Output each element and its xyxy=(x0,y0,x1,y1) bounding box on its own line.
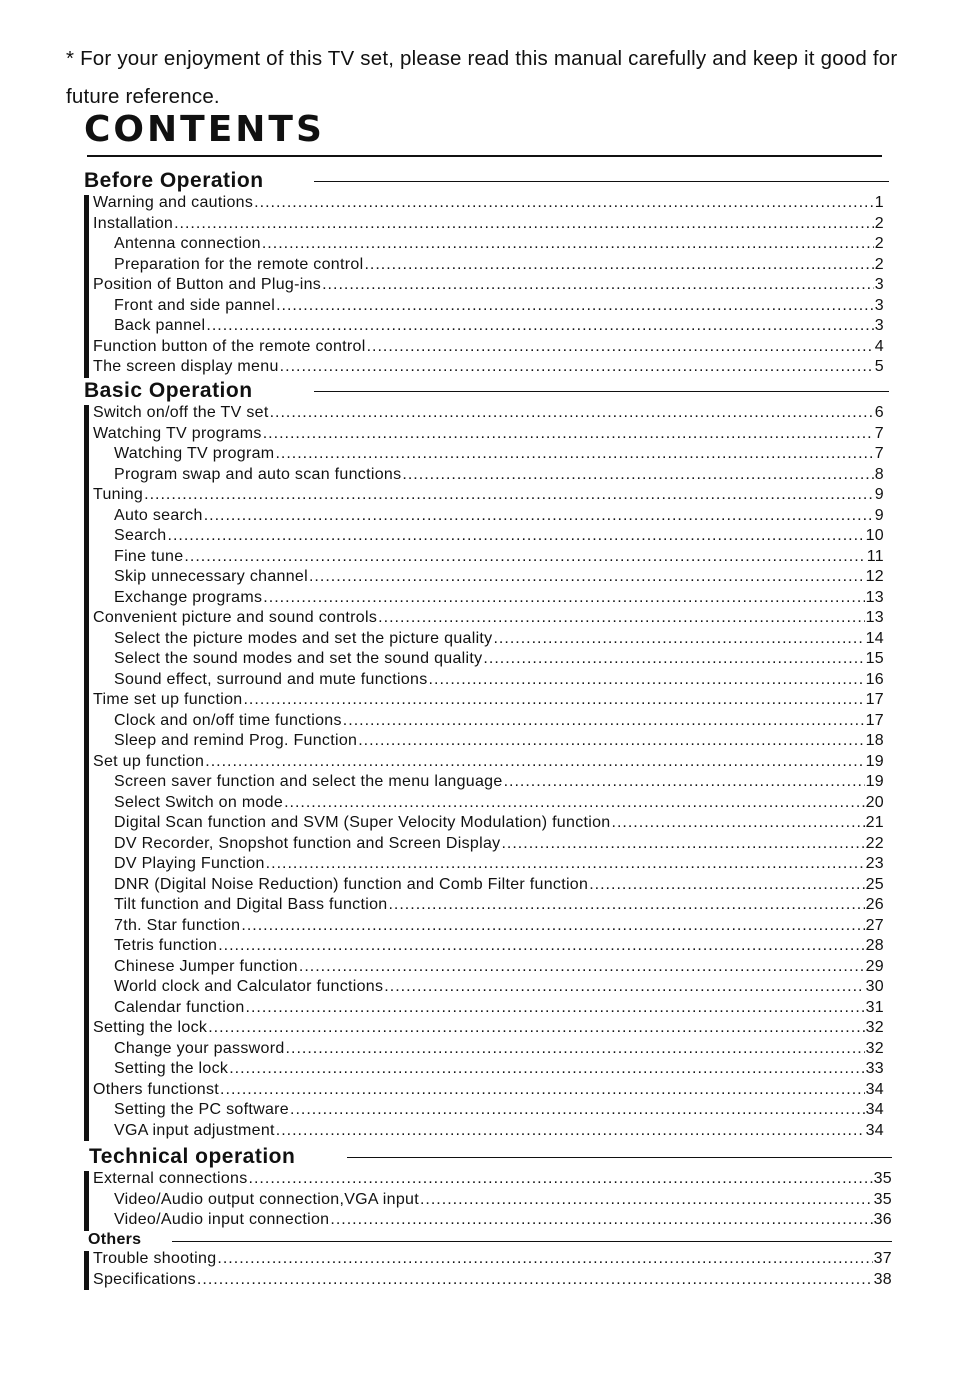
entry-label: Tilt function and Digital Bass function xyxy=(114,896,388,913)
entry-label: Change your password xyxy=(114,1039,285,1057)
entry-page-number: 30 xyxy=(865,978,884,995)
entry-page-number: 28 xyxy=(865,937,884,954)
dot-leader xyxy=(263,425,874,443)
entry-label: Select Switch on mode xyxy=(114,793,284,811)
dot-leader xyxy=(217,1250,872,1268)
entry-page-number: 11 xyxy=(866,547,884,565)
entry-page-number: 33 xyxy=(865,1060,884,1077)
entry-label: Tuning xyxy=(93,486,144,503)
entry-page-number: 31 xyxy=(865,998,884,1016)
toc-entry[interactable] xyxy=(84,855,884,876)
entry-page-number: 14 xyxy=(865,629,884,647)
entry-page-number: 17 xyxy=(865,711,884,729)
entry-page-number: 10 xyxy=(865,527,884,544)
dot-leader xyxy=(262,235,874,253)
entry-page-number: 15 xyxy=(865,650,884,667)
entry-label: Function button of the remote control xyxy=(93,337,366,355)
entry-page-number: 4 xyxy=(874,337,884,355)
toc-entry[interactable] xyxy=(84,1040,884,1061)
dot-leader xyxy=(220,1081,865,1099)
entry-label: Front and side pannel xyxy=(114,296,276,314)
toc-entry[interactable] xyxy=(84,1170,892,1191)
toc-entry[interactable] xyxy=(84,527,884,548)
toc-entry[interactable] xyxy=(84,425,884,446)
section-title: Basic Operation xyxy=(84,379,253,402)
dot-leader xyxy=(284,794,865,812)
entry-page-number: 32 xyxy=(865,1019,884,1036)
toc-entry[interactable] xyxy=(84,215,884,236)
dot-leader xyxy=(249,1170,873,1188)
intro-note: * For your enjoyment of this TV set, please read this manual carefully and keep it good for future reference. xyxy=(66,47,898,108)
entry-page-number: 22 xyxy=(865,834,884,852)
toc-entry[interactable] xyxy=(84,630,884,651)
entry-page-number: 8 xyxy=(874,465,884,483)
dot-leader xyxy=(299,958,865,976)
entry-page-number: 25 xyxy=(865,875,884,893)
entry-label: Video/Audio output connection,VGA input xyxy=(114,1190,419,1208)
dot-leader xyxy=(402,466,873,484)
entry-label: DNR (Digital Noise Reduction) function and Comb Filter function xyxy=(114,875,589,893)
entry-label: Watching TV programs xyxy=(93,424,262,442)
entry-page-number: 9 xyxy=(874,506,884,524)
dot-leader xyxy=(286,1040,865,1058)
entry-list xyxy=(84,1250,892,1291)
entry-label: Sleep and remind Prog. Function xyxy=(114,732,358,749)
dot-leader xyxy=(144,486,874,504)
toc-entry[interactable] xyxy=(84,276,884,297)
toc-entry[interactable] xyxy=(84,317,884,338)
toc-entry[interactable] xyxy=(84,671,884,692)
dot-leader xyxy=(501,835,864,853)
entry-label: Select the sound modes and set the sound quality xyxy=(114,650,483,667)
toc-entry[interactable] xyxy=(84,589,884,610)
dot-leader xyxy=(246,999,865,1017)
entry-page-number: 21 xyxy=(865,814,884,831)
entry-label: Watching TV program xyxy=(114,445,275,462)
dot-leader xyxy=(218,937,864,955)
entry-page-number: 19 xyxy=(865,752,884,770)
toc-entry[interactable] xyxy=(84,753,884,774)
entry-label: Antenna connection xyxy=(114,235,261,252)
entry-label: Back pannel xyxy=(114,317,206,334)
dot-leader xyxy=(205,753,864,771)
section-heading xyxy=(84,1230,892,1250)
entry-label: Clock and on/off time functions xyxy=(114,711,342,729)
entry-page-number: 34 xyxy=(865,1101,884,1118)
section-title: Technical operation xyxy=(89,1145,296,1168)
dot-leader xyxy=(229,1060,864,1078)
toc-entry[interactable] xyxy=(84,235,884,256)
section-heading xyxy=(84,168,884,194)
entry-page-number: 6 xyxy=(874,404,884,421)
entry-list xyxy=(84,194,884,379)
toc-entry[interactable] xyxy=(84,297,884,318)
toc-entry[interactable] xyxy=(84,507,884,528)
toc-entry[interactable] xyxy=(84,814,884,835)
toc-entry[interactable] xyxy=(84,1122,884,1143)
dot-leader xyxy=(275,445,873,463)
toc-entry[interactable] xyxy=(84,256,884,277)
entry-page-number: 13 xyxy=(865,588,884,606)
dot-leader xyxy=(243,691,864,709)
entry-label: Select the picture modes and set the picture quality xyxy=(114,629,493,647)
dot-leader xyxy=(429,671,865,689)
entry-list xyxy=(84,404,884,1142)
entry-page-number: 20 xyxy=(865,793,884,811)
entry-page-number: 2 xyxy=(874,214,884,232)
toc-entry[interactable] xyxy=(84,338,884,359)
entry-label: Preparation for the remote control xyxy=(114,255,364,273)
dot-leader xyxy=(388,896,864,914)
entry-label: Setting the lock xyxy=(93,1019,208,1036)
toc-entry[interactable] xyxy=(84,568,884,589)
toc-entry[interactable] xyxy=(84,876,884,897)
entry-page-number: 23 xyxy=(865,855,884,872)
entry-page-number: 12 xyxy=(865,568,884,585)
toc-entry[interactable] xyxy=(84,548,884,569)
entry-label: World clock and Calculator functions xyxy=(114,978,384,995)
entry-page-number: 1 xyxy=(874,194,884,211)
entry-label: Video/Audio input connection xyxy=(114,1211,330,1228)
section-title: Others xyxy=(88,1231,142,1248)
entry-label: VGA input adjustment xyxy=(114,1121,275,1139)
dot-leader xyxy=(358,732,864,750)
section-heading xyxy=(84,1144,892,1170)
toc-entry[interactable] xyxy=(84,732,884,753)
entry-label: Time set up function xyxy=(93,691,243,708)
entry-label: Program swap and auto scan functions xyxy=(114,465,402,483)
section-rule xyxy=(172,1241,892,1242)
entry-page-number: 9 xyxy=(874,486,884,503)
entry-page-number: 35 xyxy=(873,1190,892,1208)
entry-label: Others functionst xyxy=(93,1080,220,1098)
toc-section xyxy=(84,1230,892,1291)
entry-page-number: 7 xyxy=(874,424,884,442)
toc-entry[interactable] xyxy=(84,1060,884,1081)
dot-leader xyxy=(204,507,874,525)
toc-entry[interactable] xyxy=(84,712,884,733)
dot-leader xyxy=(270,404,874,422)
entry-page-number: 3 xyxy=(874,276,884,293)
dot-leader xyxy=(276,297,874,315)
toc-section xyxy=(84,168,884,379)
entry-page-number: 2 xyxy=(874,235,884,252)
entry-label: Skip unnecessary channel xyxy=(114,568,308,585)
toc-entry[interactable] xyxy=(84,404,884,425)
entry-label: Exchange programs xyxy=(114,588,263,606)
toc-entry[interactable] xyxy=(84,609,884,630)
dot-leader xyxy=(263,589,864,607)
dot-leader xyxy=(612,814,865,832)
entry-label: Trouble shooting xyxy=(93,1250,217,1267)
toc-entry[interactable] xyxy=(84,194,884,215)
entry-label: Warning and cautions xyxy=(93,194,254,211)
toc-entry[interactable] xyxy=(84,1019,884,1040)
dot-leader xyxy=(322,276,874,294)
entry-label: Tetris function xyxy=(114,937,218,954)
section-heading xyxy=(84,378,884,404)
entry-label: Screen saver function and select the menu language xyxy=(114,773,503,790)
entry-label: DV Playing Function xyxy=(114,855,265,872)
dot-leader xyxy=(420,1191,873,1209)
entry-label: The screen display menu xyxy=(93,358,279,375)
toc-entry[interactable] xyxy=(84,466,884,487)
entry-page-number: 34 xyxy=(865,1121,884,1139)
entry-label: Search xyxy=(114,527,167,544)
dot-leader xyxy=(493,630,864,648)
page-title: CONTENTS xyxy=(84,109,325,150)
entry-label: Installation xyxy=(93,214,174,232)
entry-label: Position of Button and Plug-ins xyxy=(93,276,322,293)
entry-page-number: 7 xyxy=(874,445,884,462)
entry-label: Specifications xyxy=(93,1270,196,1288)
dot-leader xyxy=(384,978,864,996)
toc-entry[interactable] xyxy=(84,1271,892,1292)
toc-entry[interactable] xyxy=(84,445,884,466)
entry-page-number: 26 xyxy=(865,896,884,913)
entry-label: Convenient picture and sound controls xyxy=(93,609,378,626)
dot-leader xyxy=(174,215,874,233)
dot-leader xyxy=(241,917,864,935)
toc-entry[interactable] xyxy=(84,917,884,938)
toc-entry[interactable] xyxy=(84,1211,892,1232)
toc-entry[interactable] xyxy=(84,835,884,856)
entry-page-number: 2 xyxy=(874,255,884,273)
dot-leader xyxy=(266,855,865,873)
toc-section xyxy=(84,378,884,1142)
entry-page-number: 36 xyxy=(873,1211,892,1228)
dot-leader xyxy=(208,1019,864,1037)
entry-page-number: 38 xyxy=(873,1270,892,1288)
dot-leader xyxy=(589,876,864,894)
entry-label: DV Recorder, Snopshot function and Screen Display xyxy=(114,834,501,852)
section-rule xyxy=(347,1157,892,1158)
toc-entry[interactable] xyxy=(84,896,884,917)
entry-page-number: 5 xyxy=(874,358,884,375)
toc-section xyxy=(84,1144,892,1232)
dot-leader xyxy=(197,1271,873,1289)
toc-entry[interactable] xyxy=(84,358,884,379)
dot-leader xyxy=(309,568,865,586)
entry-page-number: 3 xyxy=(874,317,884,334)
dot-leader xyxy=(367,338,874,356)
entry-page-number: 19 xyxy=(865,773,884,790)
entry-page-number: 3 xyxy=(874,296,884,314)
entry-page-number: 16 xyxy=(865,670,884,688)
dot-leader xyxy=(280,358,874,376)
entry-page-number: 35 xyxy=(873,1170,892,1187)
entry-page-number: 18 xyxy=(865,732,884,749)
dot-leader xyxy=(276,1122,865,1140)
entry-list xyxy=(84,1170,892,1232)
dot-leader xyxy=(184,548,865,566)
entry-label: Auto search xyxy=(114,506,203,524)
section-rule xyxy=(314,391,889,392)
toc-entry[interactable] xyxy=(84,650,884,671)
toc-entry[interactable] xyxy=(84,773,884,794)
toc-entry[interactable] xyxy=(84,999,884,1020)
dot-leader xyxy=(254,194,874,212)
entry-page-number: 27 xyxy=(865,916,884,934)
toc-entry[interactable] xyxy=(84,1191,892,1212)
entry-page-number: 13 xyxy=(865,609,884,626)
toc-entry[interactable] xyxy=(84,937,884,958)
entry-page-number: 17 xyxy=(865,691,884,708)
entry-label: Setting the lock xyxy=(114,1060,229,1077)
entry-page-number: 34 xyxy=(865,1080,884,1098)
section-rule xyxy=(314,181,889,182)
entry-label: Calendar function xyxy=(114,998,245,1016)
dot-leader xyxy=(378,609,864,627)
entry-label: Sound effect, surround and mute functions xyxy=(114,670,428,688)
section-title: Before Operation xyxy=(84,169,264,192)
entry-label: Chinese Jumper function xyxy=(114,957,298,975)
entry-label: Digital Scan function and SVM (Super Velocity Modulation) function xyxy=(114,814,611,831)
entry-label: Switch on/off the TV set xyxy=(93,404,269,421)
toc-entry[interactable] xyxy=(84,978,884,999)
toc-entry[interactable] xyxy=(84,1081,884,1102)
entry-page-number: 29 xyxy=(865,957,884,975)
entry-page-number: 32 xyxy=(865,1039,884,1057)
entry-label: Set up function xyxy=(93,752,205,770)
toc-entry[interactable] xyxy=(84,794,884,815)
toc-entry[interactable] xyxy=(84,486,884,507)
dot-leader xyxy=(364,256,873,274)
entry-label: Setting the PC software xyxy=(114,1101,289,1118)
toc-entry[interactable] xyxy=(84,958,884,979)
dot-leader xyxy=(343,712,865,730)
dot-leader xyxy=(504,773,865,791)
toc-entry[interactable] xyxy=(84,691,884,712)
dot-leader xyxy=(206,317,873,335)
title-rule xyxy=(87,155,882,157)
dot-leader xyxy=(330,1211,872,1229)
dot-leader xyxy=(168,527,865,545)
dot-leader xyxy=(290,1101,865,1119)
entry-label: Fine tune xyxy=(114,547,184,565)
toc-entry[interactable] xyxy=(84,1250,892,1271)
entry-page-number: 37 xyxy=(873,1250,892,1267)
entry-label: 7th. Star function xyxy=(114,916,241,934)
dot-leader xyxy=(483,650,864,668)
entry-label: External connections xyxy=(93,1170,248,1187)
toc-entry[interactable] xyxy=(84,1101,884,1122)
